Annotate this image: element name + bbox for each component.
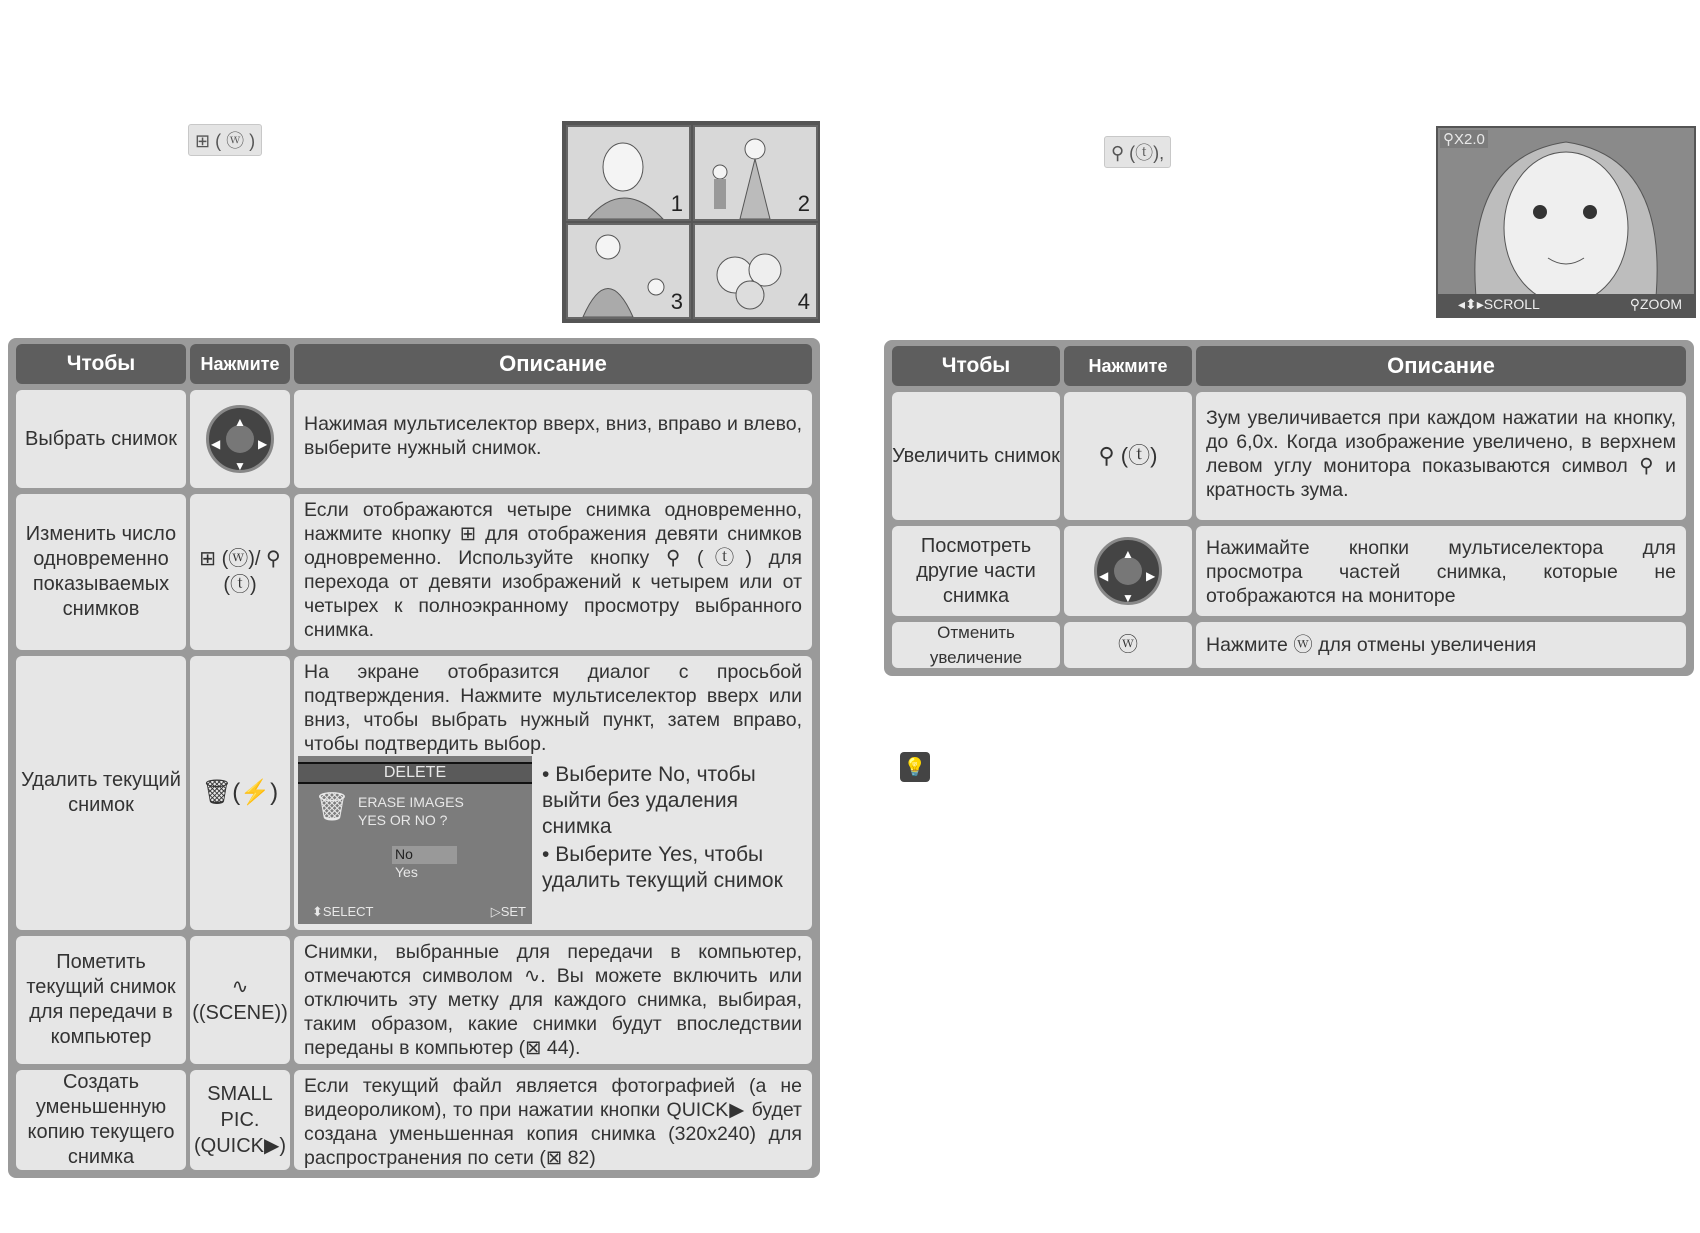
- row-2-action: Изменить число одновременно показываемых снимков: [16, 494, 186, 650]
- row-2-action: Посмотреть другие части снимка: [892, 526, 1060, 616]
- row-5-press: SMALL PIC. (QUICK▶): [190, 1070, 290, 1170]
- zoom-key-hint: ⚲ (ⓣ),: [1104, 136, 1171, 168]
- zoom-hint: ⚲ZOOM: [1629, 296, 1682, 312]
- row-2-description: Нажимайте кнопки мультиселектора для просмотра частей снимка, которые не отображаются на мониторе: [1196, 526, 1686, 616]
- bullet-yes: • Выберите Yes, чтобы удалить текущий снимок: [542, 843, 783, 892]
- thumbnail-3: [566, 223, 691, 319]
- row-1-action: Выбрать снимок: [16, 390, 186, 488]
- row-5-action: Создать уменьшенную копию текущего снимка: [16, 1070, 186, 1170]
- face-image: [1438, 128, 1694, 316]
- row-3-press: 🗑(⚡): [190, 656, 290, 930]
- dialog-title: DELETE: [298, 762, 532, 784]
- row-1-description: Нажимая мультиселектор вверх, вниз, вправо и влево, выберите нужный снимок.: [294, 390, 812, 488]
- right-table: [884, 340, 1694, 676]
- delete-instructions: На экране отобразится диалог с просьбой подтверждения. Нажмите мультиселектор вверх или вниз, чтобы выбрать нужный пункт, затем вправо, чтобы подтвердить выбор.: [304, 661, 802, 755]
- row-4-press: ∿ ((SCENE)): [190, 936, 290, 1064]
- set-hint: ▷SET: [490, 904, 526, 919]
- left-table: [8, 338, 820, 1178]
- col-header-press: Нажмите: [1064, 346, 1192, 386]
- multiselector-icon: ▲ ▼ ◀ ▶: [206, 405, 274, 473]
- row-2-description: Если отображаются четыре снимка одновременно, нажмите кнопку ⊞ для отображения девяти снимков одновременно. Используйте кнопку ⚲ (ⓣ) для перехода от девяти изображений к четырем или от четырех к полноэкранному просмотру выбранного снимка.: [294, 494, 812, 650]
- multiselector-icon: ▲ ▼ ◀ ▶: [1094, 537, 1162, 605]
- thumbnail-4: [693, 223, 818, 319]
- col-header-press: Нажмите: [190, 344, 290, 384]
- thumbnail-number: 1: [670, 191, 683, 216]
- select-hint: ⬍SELECT: [312, 904, 374, 919]
- thumbnail-number: 4: [797, 289, 810, 314]
- row-4-action: Пометить текущий снимок для передачи в компьютер: [16, 936, 186, 1064]
- row-1-description: Зум увеличивается при каждом нажатии на кнопку, до 6,0х. Когда изображение увеличено, в верхнем левом углу монитора показываются символ ⚲ и кратность зума.: [1196, 392, 1686, 520]
- option-no[interactable]: No: [392, 846, 457, 864]
- col-header-description: Описание: [1196, 346, 1686, 386]
- col-header-description: Описание: [294, 344, 812, 384]
- row-4-description: Снимки, выбранные для передачи в компьютер, отмечаются символом ∿. Вы можете включить или отключить эту метку для каждого снимка, выбирая, таким образом, какие снимки будут впоследствии переданы в компьютер (⊠ 44).: [294, 936, 812, 1064]
- dialog-line-1: ERASE IMAGES: [358, 794, 464, 810]
- row-3-description: Нажмите ⓦ для отмены увеличения: [1196, 622, 1686, 668]
- row-1-press: ⚲ (ⓣ): [1064, 392, 1192, 520]
- row-1-press: [190, 390, 290, 488]
- thumbnail-1: [566, 125, 691, 221]
- thumbnail-2: [693, 125, 818, 221]
- dialog-line-2: YES OR NO ?: [358, 812, 448, 828]
- col-header-action: Чтобы: [16, 344, 186, 384]
- thumbnail-number: 2: [797, 191, 810, 216]
- row-2-press: [1064, 526, 1192, 616]
- col-header-action: Чтобы: [892, 346, 1060, 386]
- trash-icon: 🗑: [314, 791, 350, 822]
- thumbnail-grid: [562, 121, 820, 323]
- row-2-press: ⊞ (ⓦ)/ ⚲ (ⓣ): [190, 494, 290, 650]
- bullet-no: • Выберите No, чтобы выйти без удаления снимка: [542, 763, 756, 838]
- option-yes[interactable]: Yes: [395, 864, 418, 880]
- scroll-hint: ◂⬍▸SCROLL: [1458, 296, 1540, 312]
- row-3-press: ⓦ: [1064, 622, 1192, 668]
- thumbnail-number: 3: [670, 289, 683, 314]
- row-3-description: [294, 656, 812, 930]
- delete-dialog-screen: [298, 756, 532, 924]
- row-3-action: Удалить текущий снимок: [16, 656, 186, 930]
- row-1-action: Увеличить снимок: [892, 392, 1060, 520]
- zoom-indicator: ⚲X2.0: [1440, 130, 1488, 148]
- row-3-action: Отменить увеличение: [892, 622, 1060, 668]
- row-5-description: Если текущий файл является фотографией (а не видеороликом), то при нажатии кнопки QUICK▶ будет создана уменьшенная копия снимка (320x240) для распространения по сети (⊠ 82): [294, 1070, 812, 1170]
- thumbnail-key-hint: ⊞ ( ⓦ ): [188, 124, 262, 156]
- lightbulb-icon: 💡: [900, 752, 930, 782]
- zoom-preview-screen: [1436, 126, 1696, 318]
